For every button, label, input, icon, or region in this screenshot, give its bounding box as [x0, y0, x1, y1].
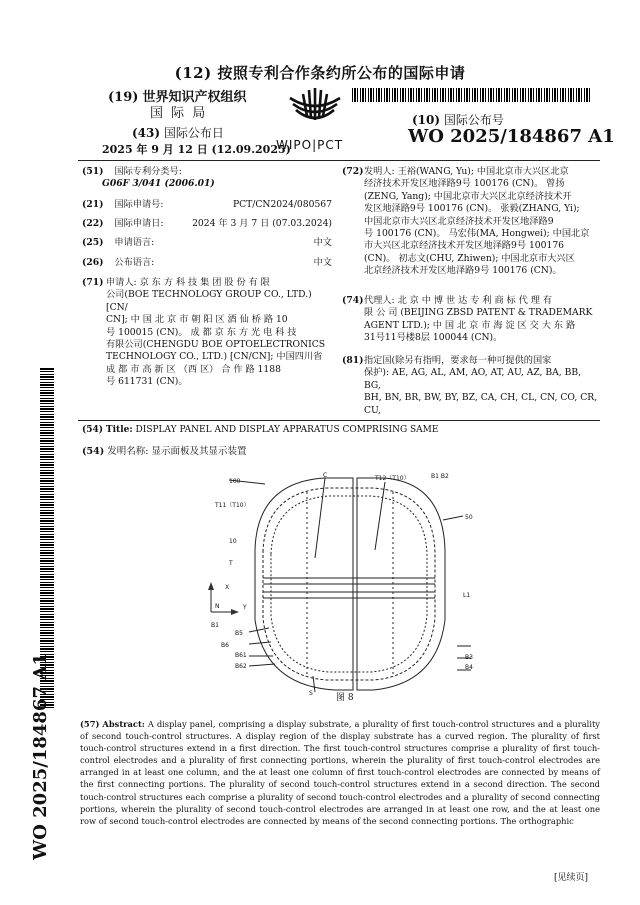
pub-date-label: 国际公布日: [163, 126, 224, 140]
fig-label-50: 50: [465, 514, 473, 521]
fig-label-t12: T12（T10）: [375, 475, 410, 482]
field-81-designated: (81) 指定国(除另有指明，要求每一种可提供的国家 保护): AE, AG, AL, AM, AO, AT, AU, AZ, BA, BB, BG, BH, BN, BR, BW, BY, BZ, CA, CH, CL, CN, CO, CR, CU,: [342, 355, 598, 416]
figure-caption: 图 8: [336, 693, 354, 703]
field-51: (51) 国际专利分类号: G06F 3/041 (2006.01): [82, 166, 215, 190]
title-cn: 显示面板及其显示装置: [151, 446, 247, 457]
pub-date: 2025 年 9 月 12 日 (12.09.2025): [102, 143, 291, 156]
side-pub-number: WO 2025/184867 A1: [30, 653, 51, 860]
field-71-applicant: (71) 申请人: 京 东 方 科 技 集 团 股 份 有 限 公司(BOE TECHNOLOGY GROUP CO., LTD.) [CN/ CN]; 中 国 北 京 市 朝 阳 区 酒 仙 桥 路 10 号 100015 (CN)。 成 都 京 东 方 光 电 科 技 有限公司(CHENGDU BOE OPTOELECTRONICS TECHNOLOGY CO., LTD.) [CN/CN]; 中国四川省 成 都 市 高 新 区 （西 区） 合 作 路 1188 号 611731 (CN)。: [82, 277, 326, 388]
fig-label-b4: B4: [465, 664, 473, 671]
abstract: (57) Abstract: A display panel, comprising a display substrate, a plurality of first touch-control structures and a plurality of second touch-control structures. A display region of the display substrate has a curved region. The plurality of first touch-control structures extend in a first direction. The first touch-control structures comprise a plurality of first touch-control electrodes and a plurality of first connecting portions, wherein the plurality of first touch-control electrodes are arranged in at least one column, and the at least one column of first touch-control electrodes are connected by means of the first connecting portions. The plurality of second touch-control structures extend in a second direction. The second touch-control structures each comprise a plurality of second touch-control electrodes and a plurality of second connecting portions, wherein the plurality of second touch-control electrodes are arranged in at least one row, and the at least one row of second touch-control electrodes are connected by means of the second connecting portions. The orthographic: [80, 719, 600, 826]
continued-note: [见续页]: [554, 873, 589, 883]
org-name: 世界知识产权组织: [142, 90, 247, 105]
field-25: (25) 申请语言: 中文: [82, 237, 332, 248]
fig-label-x: X: [225, 584, 230, 591]
fig-label-b1-left: B1: [211, 622, 219, 629]
fig-label-c: C: [323, 472, 328, 479]
abstract-text: A display panel, comprising a display substrate, a plurality of first touch-control structures and a plurality of second touch-control structures. A display region of the display substrate has a curved region. The plurality of first touch-control structures extend in a first direction. The first touch-control structures comprise a plurality of first touch-control electrodes and a plurality of first connecting portions, wherein the plurality of first touch-control electrodes are arranged in at least one column, and the at least one column of first touch-control electrodes are connected by means of the first connecting portions. The plurality of second touch-control structures extend in a second direction. The second touch-control structures each comprise a plurality of second touch-control electrodes and a plurality of second connecting portions, wherein the plurality of second touch-control electrodes are arranged in at least one row, and the at least one row of second touch-control electrodes are connected by means of the second connecting portions. The orthographic: [80, 719, 600, 826]
fig-label-b6: B6: [221, 642, 229, 649]
fig-label-b1b2: B1 B2: [431, 473, 449, 480]
wipo-emblem-icon: [284, 84, 346, 136]
pub-number: WO 2025/184867 A1: [408, 126, 615, 147]
field-22: (22) 国际申请日: 2024 年 3 月 7 日 (07.03.2024): [82, 218, 332, 229]
org-code: (19): [108, 90, 139, 105]
title-divider: [78, 420, 600, 421]
fig-label-t11: T11（T10）: [215, 502, 250, 509]
fig-label-b61: B61: [235, 652, 247, 659]
fig-label-b3: B3: [465, 654, 473, 661]
pub-no-label: 国际公布号: [443, 113, 504, 127]
title-en-row: (54) Title: DISPLAY PANEL AND DISPLAY APPARATUS COMPRISING SAME: [82, 425, 439, 435]
pub-date-block: [132, 124, 224, 141]
top-barcode: [352, 88, 592, 102]
fig-label-b5: B5: [235, 630, 243, 637]
fig-label-b62: B62: [235, 663, 247, 670]
wipo-logo: [284, 84, 346, 136]
fig-label-10: 10: [229, 538, 237, 545]
figure-8: [205, 470, 485, 700]
fig-label-100: 100: [229, 478, 241, 485]
title-en: DISPLAY PANEL AND DISPLAY APPARATUS COMPRISING SAME: [135, 425, 439, 435]
field-26: (26) 公布语言: 中文: [82, 257, 332, 268]
fig-label-l1: L1: [463, 592, 471, 599]
pub-no-code: (10): [412, 113, 441, 127]
fig-label-t: T: [229, 560, 233, 567]
org-sub: 国 际 局: [150, 106, 208, 121]
fig-label-s: S: [309, 690, 313, 697]
header-divider: [78, 160, 600, 161]
fig-label-n: N: [215, 603, 220, 610]
document-title: (12) 按照专利合作条约所公布的国际申请: [174, 64, 466, 82]
title-cn-row: (54) 发明名称: 显示面板及其显示装置: [82, 446, 247, 457]
wipo-pct-text: WIPO|PCT: [276, 138, 344, 152]
fig-label-y: Y: [243, 604, 247, 611]
pub-date-code: (43): [132, 126, 161, 140]
field-21: (21) 国际申请号: PCT/CN2024/080567: [82, 199, 332, 210]
field-74-agent: (74) 代理人: 北 京 中 博 世 达 专 利 商 标 代 理 有 限 公 司 (BEIJING ZBSD PATENT & TRADEMARK AGENT LTD.); 中 国 北 京 市 海 淀 区 交 大 东 路 31号11号楼8层 100044 (CN)。: [342, 295, 593, 344]
field-72-inventors: (72) 发明人: 王裕(WANG, Yu); 中国北京市大兴区北京 经济技术开发区地泽路9号 100176 (CN)。 曾扬 (ZENG, Yang); 中国北京市大兴区北京经济技术开 发区地泽路9号 100176 (CN)。 张毅(ZHANG, Yi); 中国北京市大兴区北京经济技术开发区地泽路9 号 100176 (CN)。 马宏伟(MA, Hongwei); 中国北京 市大兴区北京经济技术开发区地泽路9号 100176 (CN)。 初志文(CHU, Zhiwen); 中国北京市大兴区 北京经济技术开发区地泽路9号 100176 (CN)。: [342, 166, 590, 277]
